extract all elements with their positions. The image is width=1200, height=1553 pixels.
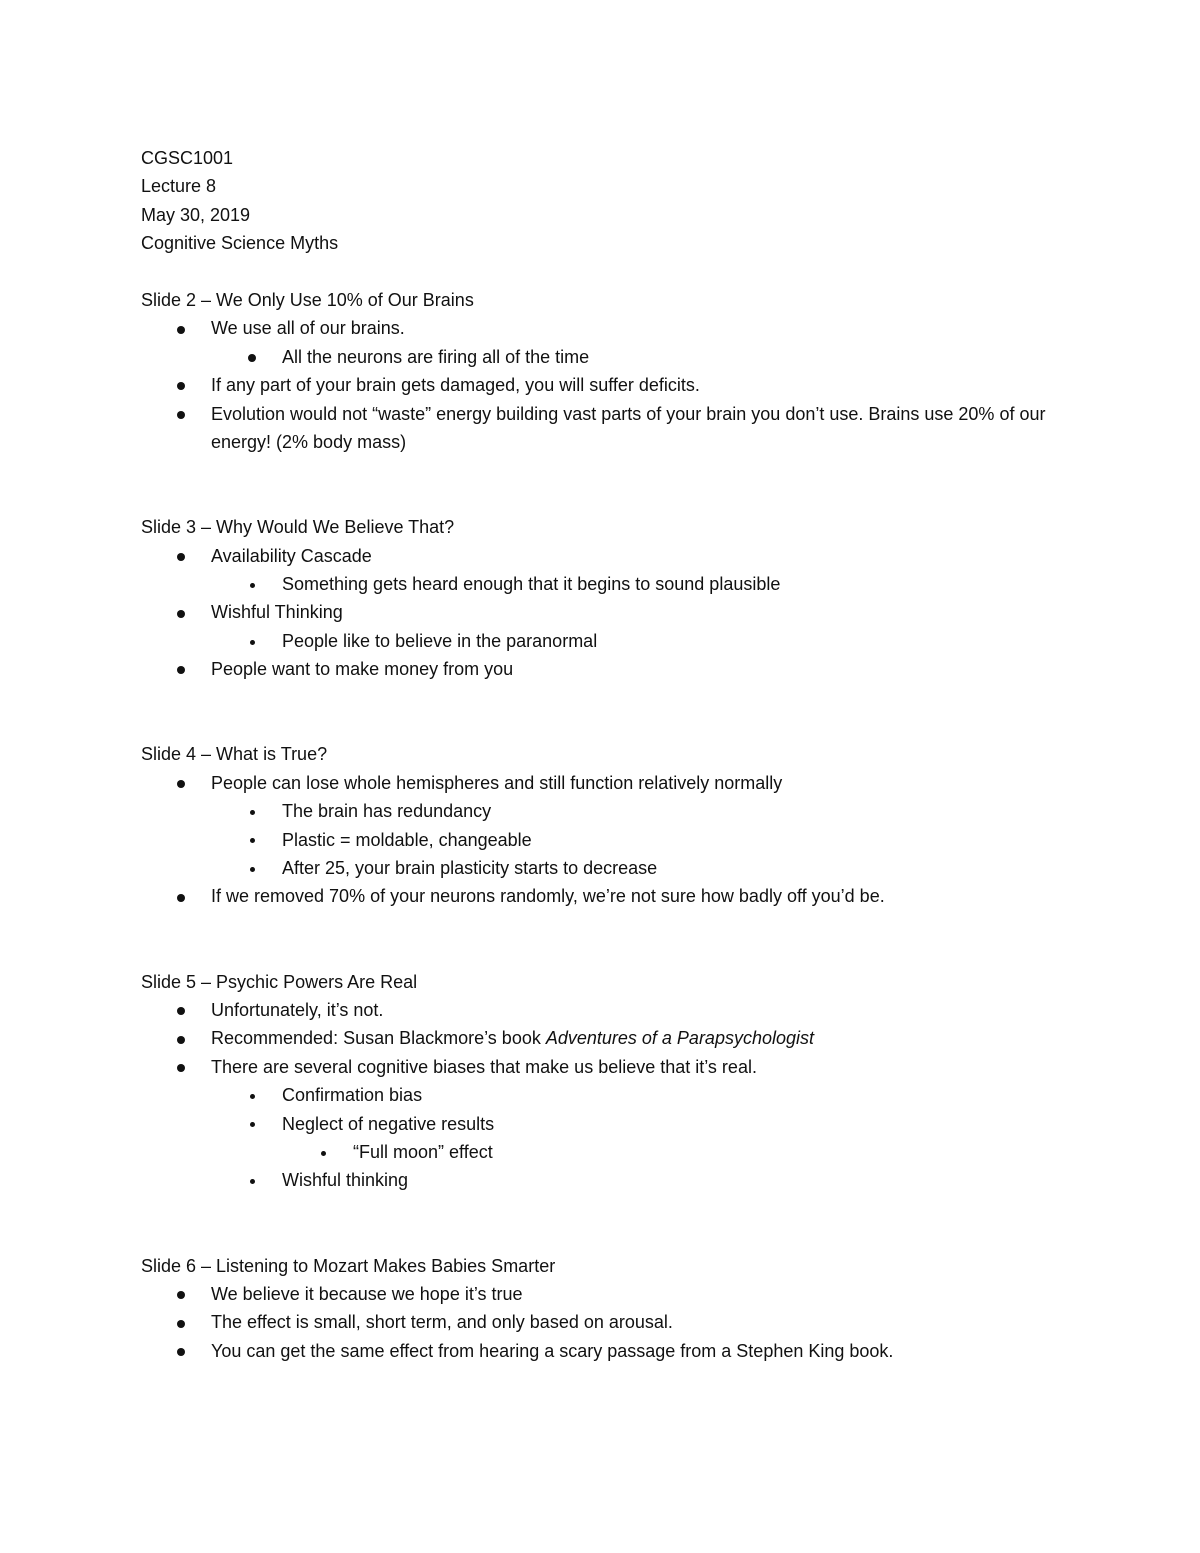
list-item: “Full moon” effect	[141, 1138, 1061, 1166]
bullet-icon	[171, 400, 191, 428]
lecture-topic: Cognitive Science Myths	[141, 233, 339, 254]
list-item: There are several cognitive biases that make us believe that it’s real.	[141, 1053, 1061, 1081]
bullet-icon	[242, 627, 262, 655]
bullet-icon	[171, 1308, 191, 1336]
list-item: The brain has redundancy	[141, 797, 1061, 825]
list-item: People like to believe in the paranormal	[141, 627, 1061, 655]
bullet-icon	[242, 570, 262, 598]
slide-3-list	[141, 542, 1061, 684]
bullet-icon	[171, 1053, 191, 1081]
slide-6-title: Slide 6 – Listening to Mozart Makes Babies Smarter	[141, 1255, 556, 1276]
slide-5-title: Slide 5 – Psychic Powers Are Real	[141, 971, 418, 992]
list-item: People want to make money from you	[141, 655, 1061, 683]
bullet-icon	[242, 343, 262, 371]
slide-2-list	[141, 314, 1061, 456]
bullet-icon	[171, 371, 191, 399]
lecture-notes	[141, 144, 1061, 1365]
list-item: Wishful Thinking	[141, 598, 1061, 626]
list-item: The effect is small, short term, and only based on arousal.	[141, 1308, 1061, 1336]
list-item: All the neurons are firing all of the time	[141, 343, 1061, 371]
bullet-icon	[242, 854, 262, 882]
bullet-icon	[242, 826, 262, 854]
bullet-icon	[242, 1166, 262, 1194]
list-item: Confirmation bias	[141, 1081, 1061, 1109]
slide-6-list	[141, 1280, 1061, 1365]
bullet-icon	[171, 1024, 191, 1052]
bullet-icon	[242, 797, 262, 825]
bullet-icon	[242, 1110, 262, 1138]
list-item: We believe it because we hope it’s true	[141, 1280, 1061, 1308]
bullet-icon	[171, 769, 191, 797]
bullet-icon	[313, 1138, 333, 1166]
bullet-icon	[171, 598, 191, 626]
list-item: Plastic = moldable, changeable	[141, 826, 1061, 854]
list-item: Recommended: Susan Blackmore’s book Adventures of a Parapsychologist	[141, 1024, 1061, 1052]
bullet-icon	[242, 1081, 262, 1109]
lecture-number: Lecture 8	[141, 176, 217, 197]
lecture-date: May 30, 2019	[141, 204, 251, 225]
list-item: Unfortunately, it’s not.	[141, 996, 1061, 1024]
slide-5-list	[141, 996, 1061, 1195]
slide-4-title: Slide 4 – What is True?	[141, 744, 328, 765]
list-item: If we removed 70% of your neurons randomly, we’re not sure how badly off you’d be.	[141, 882, 1061, 910]
course-code: CGSC1001	[141, 148, 234, 168]
list-item: Wishful thinking	[141, 1166, 1061, 1194]
bullet-icon	[171, 996, 191, 1024]
list-item: Something gets heard enough that it begins to sound plausible	[141, 570, 1061, 598]
list-item: Neglect of negative results	[141, 1110, 1061, 1138]
slide-2-title: Slide 2 – We Only Use 10% of Our Brains	[141, 289, 474, 310]
bullet-icon	[171, 1337, 191, 1365]
list-item: Evolution would not “waste” energy building vast parts of your brain you don’t use. Brains use 20% of our energy! (2% body mass)	[141, 400, 1061, 457]
list-item: If any part of your brain gets damaged, you will suffer deficits.	[141, 371, 1061, 399]
list-item: After 25, your brain plasticity starts to decrease	[141, 854, 1061, 882]
list-item: We use all of our brains.	[141, 314, 1061, 342]
bullet-icon	[171, 655, 191, 683]
bullet-icon	[171, 314, 191, 342]
bullet-icon	[171, 882, 191, 910]
bullet-icon	[171, 542, 191, 570]
book-title: Adventures of a Parapsychologist	[545, 1028, 814, 1049]
bullet-icon	[171, 1280, 191, 1308]
list-item: People can lose whole hemispheres and still function relatively normally	[141, 769, 1061, 797]
slide-4-list	[141, 769, 1061, 911]
list-item: You can get the same effect from hearing a scary passage from a Stephen King book.	[141, 1337, 1061, 1365]
slide-3-title: Slide 3 – Why Would We Believe That?	[141, 517, 455, 538]
list-item: Availability Cascade	[141, 542, 1061, 570]
